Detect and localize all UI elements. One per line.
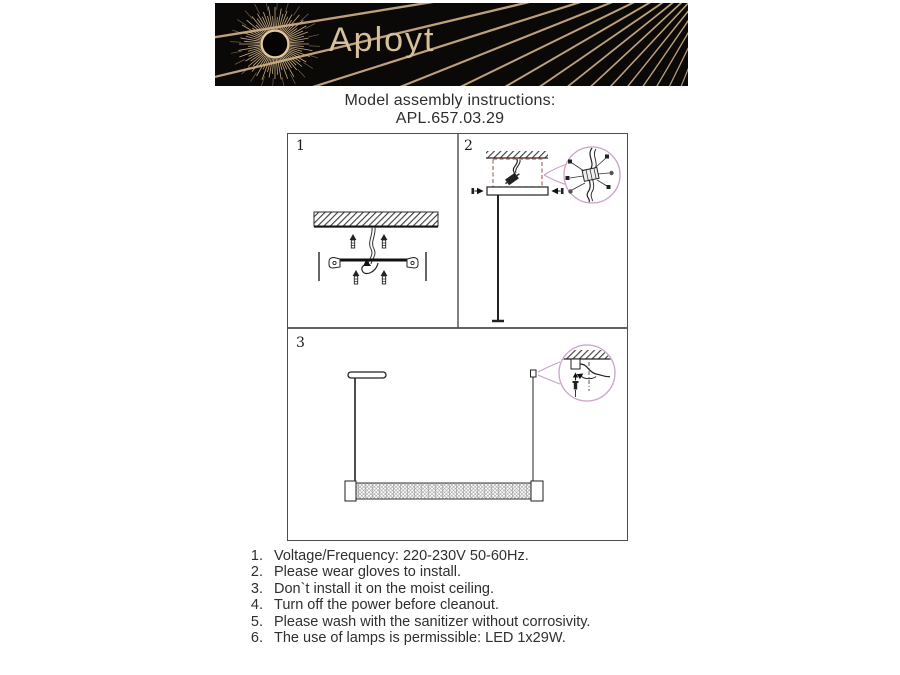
ceiling-hatch-icon bbox=[486, 151, 548, 158]
item-text: Please wash with the sanitizer without corrosivity. bbox=[274, 613, 591, 630]
wire-connector-icon bbox=[503, 159, 521, 186]
brand-banner bbox=[215, 3, 688, 86]
linear-lamp-icon bbox=[345, 481, 543, 501]
ceiling-canopy-icon bbox=[348, 372, 386, 378]
panel-3-drawing bbox=[345, 345, 615, 501]
panel-2-number: 2 bbox=[464, 138, 473, 154]
side-screw-left-icon bbox=[472, 188, 483, 194]
ceiling-fitting-icon bbox=[571, 359, 580, 369]
list-item bbox=[247, 614, 667, 630]
screw-icon bbox=[381, 270, 388, 284]
list-item bbox=[247, 581, 667, 597]
panel-1-drawing bbox=[314, 212, 438, 284]
panel-3-number: 3 bbox=[296, 335, 305, 351]
item-text: Turn off the power before cleanout. bbox=[274, 597, 499, 614]
panel-1-number: 1 bbox=[296, 138, 305, 154]
list-item bbox=[247, 548, 667, 564]
zoom-pointer-icon bbox=[538, 362, 560, 384]
mounting-bracket-icon bbox=[329, 258, 418, 269]
item-number: 2. bbox=[250, 564, 263, 581]
model-number: APL.657.03.29 bbox=[395, 110, 505, 127]
list-item bbox=[247, 597, 667, 613]
item-text: Please wear gloves to install. bbox=[274, 564, 461, 581]
list-item bbox=[247, 630, 667, 646]
screw-icon bbox=[353, 270, 360, 284]
canopy-dashed-outline bbox=[493, 159, 542, 187]
item-text: The use of lamps is permissible: LED 1x29W. bbox=[274, 630, 566, 647]
wire-grip-icon bbox=[531, 370, 537, 377]
assembly-drawing bbox=[288, 134, 627, 540]
twist-arrow-icon bbox=[362, 263, 378, 274]
ceiling-hatch-icon bbox=[314, 212, 438, 227]
item-number: 6. bbox=[250, 630, 263, 647]
page-title: Model assembly instructions: bbox=[344, 92, 556, 109]
item-text: Voltage/Frequency: 220-230V 50-60Hz. bbox=[274, 548, 529, 564]
canopy-plate-icon bbox=[487, 187, 548, 195]
list-item bbox=[247, 564, 667, 580]
detail-circle-fixing bbox=[559, 345, 615, 401]
brand-logo-text: Aployt bbox=[329, 21, 436, 59]
item-number: 3. bbox=[250, 580, 263, 597]
sunburst-logo-icon bbox=[230, 3, 320, 86]
item-number: 1. bbox=[250, 548, 263, 564]
detail-circle-wiring bbox=[564, 147, 620, 203]
banner-decoration bbox=[215, 3, 688, 86]
instruction-list bbox=[247, 548, 667, 646]
item-number: 5. bbox=[250, 613, 263, 630]
panel-2-drawing bbox=[472, 147, 621, 321]
screw-icon bbox=[381, 234, 388, 248]
ceiling-wires-icon bbox=[368, 227, 375, 264]
assembly-diagram bbox=[287, 133, 628, 541]
screw-icon bbox=[350, 234, 357, 248]
side-screw-right-icon bbox=[553, 188, 564, 194]
item-text: Don`t install it on the moist ceiling. bbox=[274, 580, 495, 597]
item-number: 4. bbox=[250, 597, 263, 614]
